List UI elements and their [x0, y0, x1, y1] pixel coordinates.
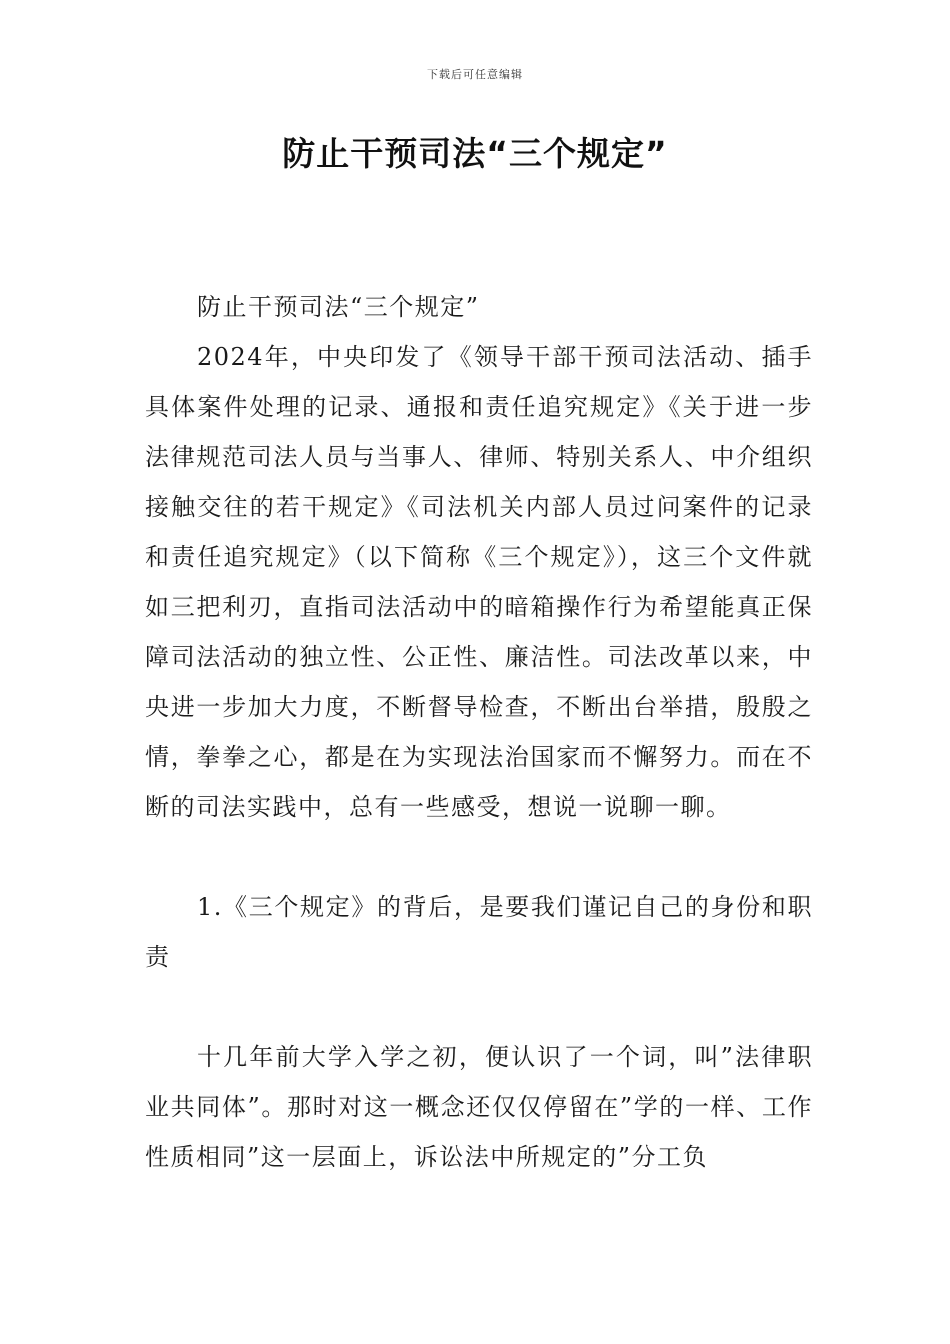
header-note: 下载后可任意编辑	[427, 68, 523, 81]
document-body	[145, 282, 813, 1182]
paragraph-intro: 2024年，中央印发了《领导干部干预司法活动、插手具体案件处理的记录、通报和责任追究规定》《关于进一步法律规范司法人员与当事人、律师、特别关系人、中介组织接触交往的若干规定》《司法机关内部人员过问案件的记录和责任追究规定》（以下简称《三个规定》），这三个文件就如三把利刃，直指司法活动中的暗箱操作行为希望能真正保障司法活动的独立性、公正性、廉洁性。司法改革以来，中央进一步加大力度，不断督导检查，不断出台举措，殷殷之情，拳拳之心，都是在为实现法治国家而不懈努力。而在不断的司法实践中，总有一些感受，想说一说聊一聊。	[145, 343, 813, 821]
document-title: 防止干预司法“三个规定”	[282, 134, 668, 173]
paragraph-gap	[145, 982, 813, 1032]
paragraph-section-1: 十几年前大学入学之初，便认识了一个词，叫”法律职业共同体”。那时对这一概念还仅仅停留在”学的一样、工作性质相同”这一层面上，诉讼法中所规定的”分工负	[145, 1043, 813, 1171]
paragraph-subtitle: 防止干预司法“三个规定”	[197, 293, 480, 321]
paragraph-gap	[145, 832, 813, 882]
section-heading-1: 1.《三个规定》的背后，是要我们谨记自己的身份和职责	[145, 893, 813, 971]
